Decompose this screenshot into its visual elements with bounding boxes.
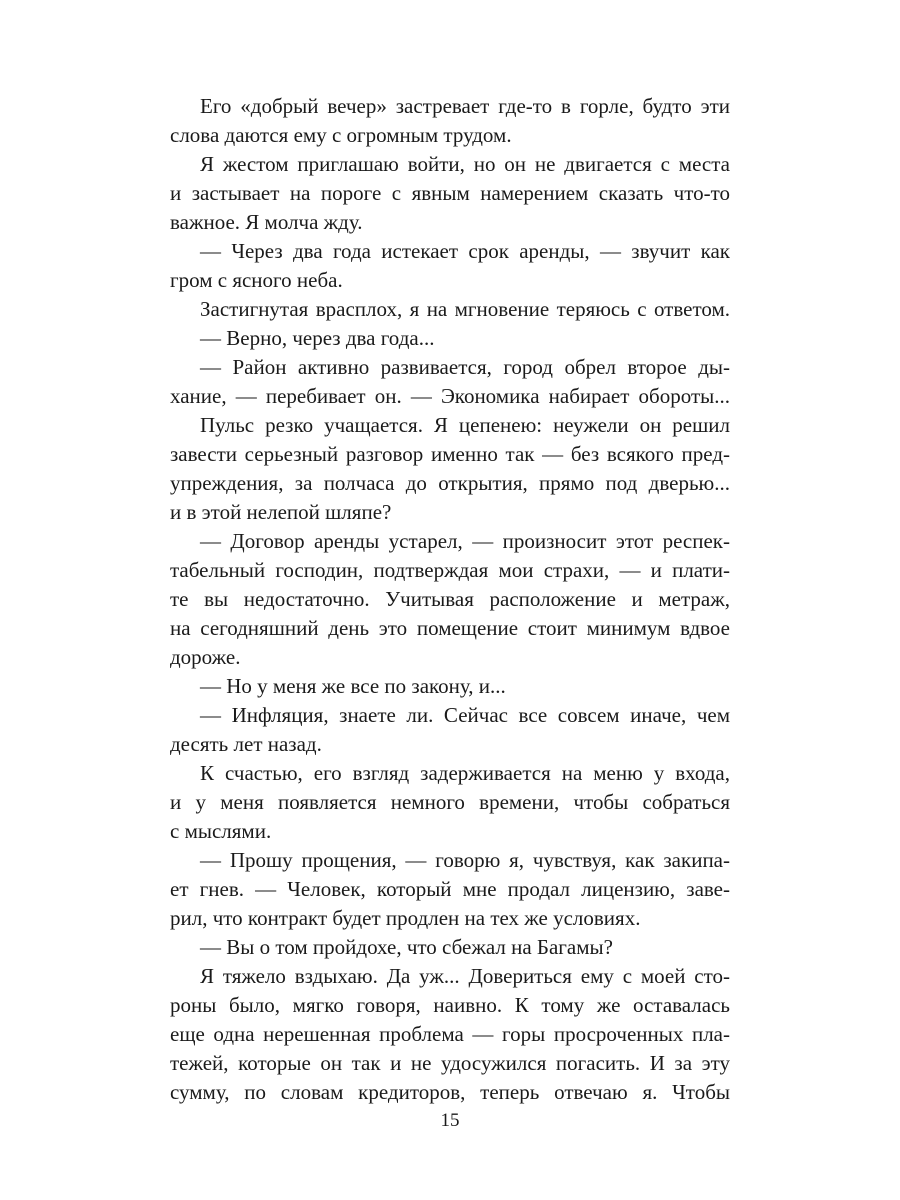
text-line: ет гнев. — Человек, который мне продал лицензию, заве- xyxy=(170,877,730,901)
text-line: Я жестом приглашаю войти, но он не двигается с места xyxy=(200,152,730,176)
text-line: и у меня появляется немного времени, чтобы собраться xyxy=(170,790,730,814)
text-line: — Но у меня же все по закону, и... xyxy=(200,674,506,698)
text-line: — Договор аренды устарел, — произносит этот респек- xyxy=(200,529,730,553)
text-line: — Прошу прощения, — говорю я, чувствуя, как закипа- xyxy=(200,848,730,872)
text-line: К счастью, его взгляд задерживается на меню у входа, xyxy=(200,761,730,785)
text-line: тежей, которые он так и не удосужился погасить. И за эту xyxy=(170,1051,730,1075)
page-body xyxy=(170,92,730,1107)
text-line: — Инфляция, знаете ли. Сейчас все совсем иначе, чем xyxy=(200,703,730,727)
text-line: хание, — перебивает он. — Экономика набирает обороты... xyxy=(170,384,730,408)
text-line: рил, что контракт будет продлен на тех же условиях. xyxy=(170,906,641,930)
text-line: слова даются ему с огромным трудом. xyxy=(170,123,512,147)
page-number: 15 xyxy=(440,1110,460,1131)
text-line: сумму, по словам кредиторов, теперь отвечаю я. Чтобы xyxy=(170,1080,730,1104)
text-line: десять лет назад. xyxy=(170,732,322,756)
text-line: упреждения, за полчаса до открытия, прямо под дверью... xyxy=(170,471,730,495)
text-line: дороже. xyxy=(170,645,241,669)
text-line: — Верно, через два года... xyxy=(200,326,435,350)
text-line: — Через два года истекает срок аренды, — звучит как xyxy=(200,239,730,263)
text-line: еще одна нерешенная проблема — горы просроченных пла- xyxy=(170,1022,730,1046)
text-line: Пульс резко учащается. Я цепенею: неужели он решил xyxy=(200,413,730,437)
text-line: Застигнутая врасплох, я на мгновение теряюсь с ответом. xyxy=(200,297,730,321)
text-line: завести серьезный разговор именно так — без всякого пред- xyxy=(170,442,730,466)
text-line: важное. Я молча жду. xyxy=(170,210,363,234)
text-line: — Вы о том пройдохе, что сбежал на Багамы? xyxy=(200,935,613,959)
text-line: те вы недостаточно. Учитывая расположение и метраж, xyxy=(170,587,730,611)
text-line: гром с ясного неба. xyxy=(170,268,343,292)
text-line: табельный господин, подтверждая мои страхи, — и плати- xyxy=(170,558,730,582)
text-line: Я тяжело вздыхаю. Да уж... Довериться ему с моей сто- xyxy=(200,964,730,988)
text-line: с мыслями. xyxy=(170,819,272,843)
text-line: на сегодняшний день это помещение стоит минимум вдвое xyxy=(170,616,730,640)
text-line: — Район активно развивается, город обрел второе ды- xyxy=(200,355,730,379)
text-line: роны было, мягко говоря, наивно. К тому же оставалась xyxy=(170,993,730,1017)
text-line: и в этой нелепой шляпе? xyxy=(170,500,392,524)
text-line: и застывает на пороге с явным намерением сказать что-то xyxy=(170,181,730,205)
text-line: Его «добрый вечер» застревает где-то в горле, будто эти xyxy=(200,94,730,118)
